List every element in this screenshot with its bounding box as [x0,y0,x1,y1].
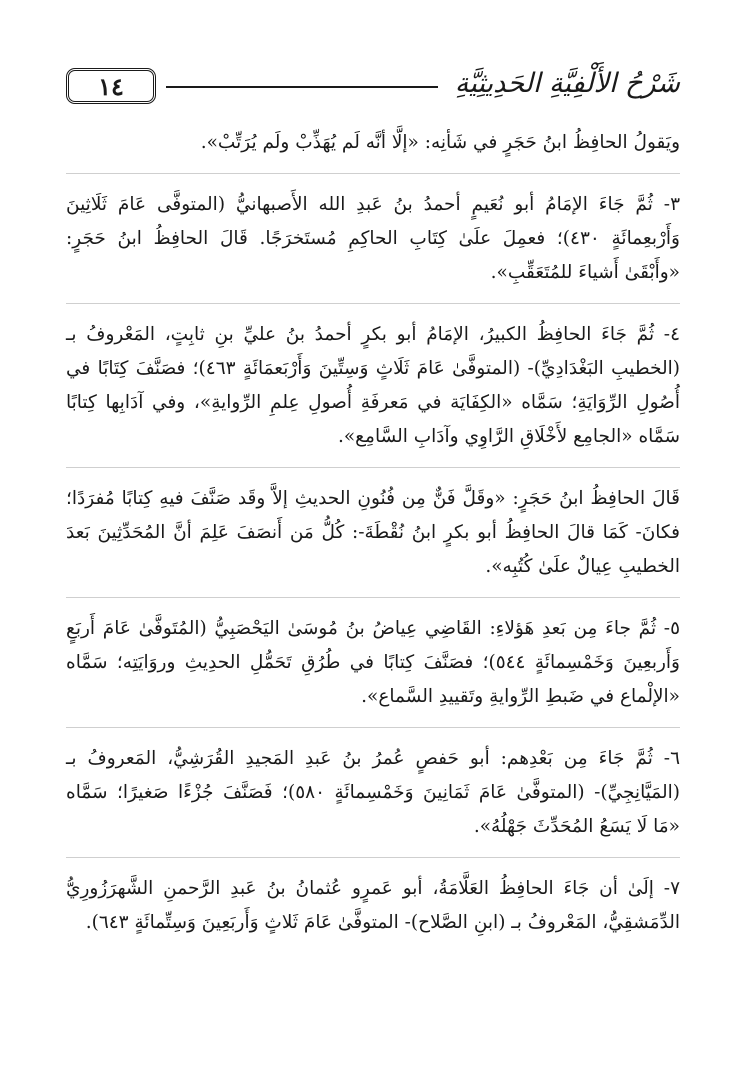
page-body [66,126,680,940]
paragraph-divider [66,857,680,858]
paragraph-intro: ويَقولُ الحافِظُ ابنُ حَجَرٍ في شَأنِه: «إلَّا أنَّه لَم يُهَذِّبْ ولَم يُرَتِّبْ». [200,132,680,153]
paragraph-quote: قَالَ الحافِظُ ابنُ حَجَرٍ: «وقَلَّ فَنٌّ مِن فُنُونِ الحديثِ إلاَّ وقَد صَنَّفَ فيهِ كِتابًا مُفرَدًا؛ فكانَ- كَمَا قالَ الحافِظُ أبو بكرٍ ابنُ نُقْطَةَ-: كُلُّ مَن أَنصَفَ عَلِمَ أنَّ المُحَدِّثِينَ بَعدَ الخطيبِ عِيالٌ علَىٰ كُتُبِه». [66,488,680,577]
paragraph-divider [66,467,680,468]
book-title: شَرْحُ الأَلْفِيَّةِ الحَدِيثِيَّةِ [454,68,680,99]
page-header [66,64,680,110]
paragraph-item-3: ٣- ثُمَّ جَاءَ الإمَامُ أبو نُعَيمٍ أحمدُ بنُ عَبدِ الله الأَصبهانيُّ (المتوفَّى عَامَ ثَلَاثِينَ وَأَرْبعِمائَةٍ ٤٣٠)؛ فعمِلَ علَىٰ كِتَابِ الحاكِمِ مُستَخرَجًا. قَالَ الحافِظُ ابنُ حَجَرٍ: «وأَبْقَىٰ أَشياءَ للمُتَعَقِّبِ». [66,194,680,283]
paragraph-divider [66,173,680,174]
paragraph-divider [66,597,680,598]
paragraph-item-5: ٥- ثُمَّ جاءَ مِن بَعدِ هَؤلاءِ: القَاضِي عِياضُ بنُ مُوسَىٰ اليَحْصَبِيُّ (المُتَوفَّىٰ عَامَ أَربَعٍ وَأَربعِينَ وَخَمْسِمائَةٍ ٥٤٤)؛ فصَنَّفَ كِتابًا في طُرُقِ تَحَمُّلِ الحدِيثِ وروَايَتِه؛ سَمَّاه «الإلْماع في ضَبطِ الرِّوايةِ وتَقييدِ السَّماع». [66,618,680,707]
paragraph-divider [66,303,680,304]
paragraph-item-6: ٦- ثُمَّ جَاءَ مِن بَعْدِهم: أبو حَفصٍ عُمرُ بنُ عَبدِ المَجيدِ القُرَشِيُّ، المَعروفُ بـ (المَيَّانِجِيِّ)- (المتوفَّىٰ عَامَ ثَمَانِينَ وَخَمْسِمائَةٍ ٥٨٠)؛ فَصَنَّفَ جُزْءًا صَغيرًا؛ سَمَّاه «مَا لَا يَسَعُ المُحَدِّثَ جَهْلُهُ». [66,748,680,837]
paragraph-item-4: ٤- ثُمَّ جَاءَ الحافِظُ الكبيرُ، الإمَامُ أبو بكرٍ أحمدُ بنُ عليِّ بنِ ثابِتٍ، المَعْروفُ بـ (الخطيبِ البَغْدَادِيِّ)- (المتوفَّىٰ عَامَ ثَلَاثٍ وَسِتِّينَ وَأَرْبَعمَائَةٍ ٤٦٣)؛ فصَنَّفَ كِتَابًا في أُصُولِ الرِّوَايَةِ؛ سَمَّاه «الكِفَايَة في مَعرفَةِ أُصولِ عِلمِ الرِّوايةِ»، وفي آدَابِها كِتابًا سَمَّاه «الجامِع لأَخْلَاقِ الرَّاوِي وآدَابِ السَّامِع». [66,324,680,447]
header-rule [166,86,438,88]
paragraph-divider [66,727,680,728]
page-number: ١٤ [66,68,156,104]
paragraph-item-7: ٧- إلَىٰ أن جَاءَ الحافِظُ العَلَّامَةُ، أبو عَمرٍو عُثمانُ بنُ عَبدِ الرَّحمنِ الشَّهرَزُورِيُّ الدِّمَشقِيُّ، المَعْروفُ بـ (ابنِ الصَّلاح)- المتوفَّىٰ عَامَ ثَلاثٍ وَأَربَعِينَ وَسِتِّمائَةٍ ٦٤٣). [66,878,680,933]
